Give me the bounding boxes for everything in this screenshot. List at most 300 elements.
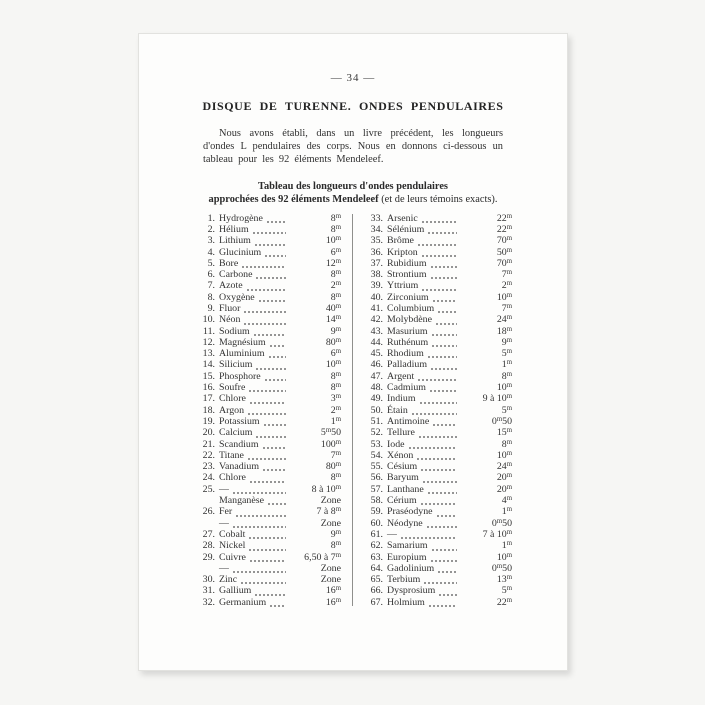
wavelength-value: 3$^m$ xyxy=(330,393,341,405)
page-number: — 34 — xyxy=(330,72,376,84)
element-name: Argon xyxy=(219,404,245,416)
element-name: Zirconium xyxy=(387,291,429,303)
dot-leader xyxy=(264,249,286,257)
dot-leader xyxy=(427,226,457,234)
dot-leader xyxy=(266,215,286,223)
dot-leader xyxy=(430,362,457,370)
table-row xyxy=(194,269,341,280)
table-row xyxy=(362,563,512,574)
wavelength-value: 7$^m$ xyxy=(501,269,512,281)
dot-leader xyxy=(421,283,457,291)
element-name: Cadmium xyxy=(387,382,426,394)
table-row xyxy=(362,393,512,404)
row-number: 31. xyxy=(202,585,215,597)
dot-leader xyxy=(254,238,286,246)
dot-leader xyxy=(248,543,286,551)
dot-leader xyxy=(235,509,286,517)
wavelength-value: 20$^m$ xyxy=(496,472,512,484)
dot-leader xyxy=(255,362,286,370)
element-name: Xénon xyxy=(387,449,414,461)
dot-leader xyxy=(431,543,457,551)
dot-leader xyxy=(432,294,457,302)
dot-leader xyxy=(243,317,286,325)
wavelength-value: 8$^m$ xyxy=(330,212,341,224)
wavelength-value: 6,50 à 7$^m$ xyxy=(304,551,341,563)
dot-leader xyxy=(246,283,286,291)
intro-paragraph: Nous avons établi, dans un livre précédent, les longueurs d'ondes L pendulaires des corps. Nous en donnons ci-dessous un tableau pour les 92 éléments Mendeleef. xyxy=(203,128,503,166)
wavelength-value: 8$^m$ xyxy=(330,472,341,484)
dot-leader xyxy=(262,463,286,471)
dot-leader xyxy=(430,554,458,562)
wavelength-value: 15$^m$ xyxy=(496,427,512,439)
table-row xyxy=(362,247,512,258)
row-number: 26. xyxy=(202,506,215,518)
table-row xyxy=(194,416,341,427)
dot-leader xyxy=(428,599,457,607)
wavelength-value: 0$^m$50 xyxy=(491,562,512,574)
element-name: — xyxy=(219,517,229,529)
element-name: Lithium xyxy=(219,235,251,247)
wavelength-value: 100$^m$ xyxy=(320,438,341,450)
dot-leader xyxy=(427,350,457,358)
table-row xyxy=(362,574,512,585)
row-number: 49. xyxy=(370,393,383,405)
wavelength-value: 70$^m$ xyxy=(496,235,512,247)
dot-leader xyxy=(432,418,457,426)
table-row xyxy=(194,359,341,370)
row-number: 6. xyxy=(207,269,215,281)
element-name: Aluminium xyxy=(219,348,265,360)
wavelength-value: 18$^m$ xyxy=(496,325,512,337)
table-row xyxy=(362,540,512,551)
caption-line1: Tableau des longueurs d'ondes pendulaires xyxy=(258,180,448,192)
wavelength-value: 10$^m$ xyxy=(496,449,512,461)
element-name: Étain xyxy=(387,404,408,416)
wavelength-value: 9$^m$ xyxy=(330,325,341,337)
row-number: 8. xyxy=(207,291,215,303)
table-row xyxy=(194,314,341,325)
table-row xyxy=(194,427,341,438)
element-name: Carbone xyxy=(219,269,253,281)
table-row xyxy=(362,597,512,608)
table-row xyxy=(362,359,512,370)
dot-leader xyxy=(232,565,286,573)
dot-leader xyxy=(253,328,286,336)
wavelength-value: 8$^m$ xyxy=(501,438,512,450)
row-number: 57. xyxy=(370,483,383,495)
element-name: Praséodyne xyxy=(387,506,433,518)
element-name: Titane xyxy=(219,449,244,461)
row-number: 65. xyxy=(370,574,383,586)
element-name: Zinc xyxy=(219,574,238,586)
dot-leader xyxy=(248,384,286,392)
element-name: Lanthane xyxy=(387,483,424,495)
row-number: 38. xyxy=(370,269,383,281)
wavelength-value: 7$^m$ xyxy=(330,449,341,461)
element-name: Sodium xyxy=(219,325,250,337)
table-row xyxy=(362,461,512,472)
row-number: 23. xyxy=(202,461,215,473)
element-name: Argent xyxy=(387,370,415,382)
table-row xyxy=(194,337,341,348)
row-number: 39. xyxy=(370,280,383,292)
element-name: Azote xyxy=(219,280,243,292)
wavelength-value: 8$^m$ xyxy=(330,291,341,303)
wavelength-value: 1$^m$ xyxy=(501,506,512,518)
dot-leader xyxy=(411,407,457,415)
dot-leader xyxy=(241,260,286,268)
row-number: 14. xyxy=(202,359,215,371)
element-name: Néon xyxy=(219,314,241,326)
element-name: Rhodium xyxy=(387,348,424,360)
wavelength-value: 8$^m$ xyxy=(330,540,341,552)
element-name: — xyxy=(387,528,397,540)
element-name: Soufre xyxy=(219,382,246,394)
element-name: Cobalt xyxy=(219,528,246,540)
wavelength-value: 10$^m$ xyxy=(325,235,341,247)
wavelength-value: 24$^m$ xyxy=(496,314,512,326)
table-row xyxy=(362,224,512,235)
wavelength-value: 1$^m$ xyxy=(501,359,512,371)
element-name: Tellure xyxy=(387,427,415,439)
row-number: 55. xyxy=(370,461,383,473)
row-number: 48. xyxy=(370,382,383,394)
wavelength-value: 7 à 10$^m$ xyxy=(482,528,512,540)
dot-leader xyxy=(417,373,457,381)
row-number: 51. xyxy=(370,415,383,427)
table-row xyxy=(362,326,512,337)
table-row xyxy=(362,439,512,450)
row-number: 15. xyxy=(202,370,215,382)
element-name: — xyxy=(219,562,229,574)
table-row xyxy=(362,518,512,529)
dot-leader xyxy=(240,576,286,584)
page-title: DISQUE DE TURENNE. ONDES PENDULAIRES xyxy=(202,99,504,113)
element-name: Sélénium xyxy=(387,223,425,235)
wavelength-value: 22$^m$ xyxy=(496,212,512,224)
element-name: Yttrium xyxy=(387,280,419,292)
table-row xyxy=(362,405,512,416)
element-name: Scandium xyxy=(219,438,259,450)
wavelength-value: 9$^m$ xyxy=(330,528,341,540)
wavelength-value: 80$^m$ xyxy=(325,461,341,473)
element-name: Terbium xyxy=(387,574,421,586)
table-row xyxy=(362,506,512,517)
table-row xyxy=(194,213,341,224)
element-name: Arsenic xyxy=(387,212,418,224)
table-row xyxy=(362,472,512,483)
row-number: 50. xyxy=(370,404,383,416)
dot-leader xyxy=(420,463,457,471)
wavelength-value: 2$^m$ xyxy=(330,280,341,292)
wavelength-value: Zone xyxy=(320,574,341,586)
row-number: 56. xyxy=(370,472,383,484)
row-number: 36. xyxy=(370,246,383,258)
table-row xyxy=(362,213,512,224)
table-row xyxy=(362,292,512,303)
row-number: 2. xyxy=(207,223,215,235)
wavelength-value: 5$^m$ xyxy=(501,404,512,416)
element-name: Calcium xyxy=(219,427,253,439)
table-row xyxy=(194,518,341,529)
wavelength-value: 22$^m$ xyxy=(496,596,512,608)
table-row xyxy=(362,552,512,563)
table-row xyxy=(194,405,341,416)
element-name: Oxygène xyxy=(219,291,255,303)
table-row xyxy=(194,597,341,608)
dot-leader xyxy=(263,418,286,426)
row-number: 28. xyxy=(202,540,215,552)
row-number: 66. xyxy=(370,585,383,597)
table-row xyxy=(194,552,341,563)
row-number: 35. xyxy=(370,235,383,247)
row-number: 64. xyxy=(370,562,383,574)
row-number: 63. xyxy=(370,551,383,563)
dot-leader xyxy=(249,475,286,483)
wavelength-value: 16$^m$ xyxy=(325,585,341,597)
table-column-left xyxy=(194,213,341,608)
element-name: Indium xyxy=(387,393,416,405)
element-name: Fluor xyxy=(219,302,241,314)
row-number: 52. xyxy=(370,427,383,439)
element-name: Rubidium xyxy=(387,257,427,269)
row-number: 1. xyxy=(207,212,215,224)
dot-leader xyxy=(435,317,457,325)
table-row xyxy=(194,393,341,404)
element-name: Cérium xyxy=(387,495,417,507)
element-name: Hydrogène xyxy=(219,212,263,224)
table-row xyxy=(362,382,512,393)
dot-leader xyxy=(420,497,457,505)
table-row xyxy=(194,382,341,393)
dot-leader xyxy=(417,238,457,246)
element-name: Gadolinium xyxy=(387,562,435,574)
table-row xyxy=(194,506,341,517)
element-name: Chlore xyxy=(219,472,246,484)
dot-leader xyxy=(436,509,457,517)
wavelength-value: Zone xyxy=(320,517,341,529)
row-number: 41. xyxy=(370,302,383,314)
element-name: Néodyne xyxy=(387,517,423,529)
dot-leader xyxy=(269,599,286,607)
table-row xyxy=(194,258,341,269)
dot-leader xyxy=(419,396,457,404)
table-row xyxy=(362,371,512,382)
table-row xyxy=(194,472,341,483)
row-number: 4. xyxy=(207,246,215,258)
element-name: Antimoine xyxy=(387,415,430,427)
dot-leader xyxy=(269,339,286,347)
element-name: Césium xyxy=(387,461,418,473)
dot-leader xyxy=(264,373,286,381)
caption-line2 xyxy=(139,193,567,206)
table-row xyxy=(362,348,512,359)
wavelength-value: 24$^m$ xyxy=(496,461,512,473)
table-row xyxy=(362,450,512,461)
table-row xyxy=(194,563,341,574)
dot-leader xyxy=(255,430,286,438)
table-caption xyxy=(139,180,567,206)
wavelength-value: 4$^m$ xyxy=(501,495,512,507)
dot-leader xyxy=(422,475,457,483)
wavelength-value: 10$^m$ xyxy=(496,382,512,394)
wavelength-value: 20$^m$ xyxy=(496,483,512,495)
element-name: Cuivre xyxy=(219,551,246,563)
row-number: 46. xyxy=(370,359,383,371)
dot-leader xyxy=(268,350,286,358)
element-name: Glucinium xyxy=(219,246,262,258)
wavelength-value: 9$^m$ xyxy=(501,336,512,348)
row-number: 59. xyxy=(370,506,383,518)
element-name: Molybdène xyxy=(387,314,432,326)
dot-leader xyxy=(247,407,286,415)
wavelength-value: 2$^m$ xyxy=(330,404,341,416)
element-name: Gallium xyxy=(219,585,252,597)
wavelength-value: Zone xyxy=(320,562,341,574)
dot-leader xyxy=(430,260,457,268)
dot-leader xyxy=(418,430,457,438)
caption-line2-rest: (et de leurs témoins exacts). xyxy=(378,193,498,205)
element-name: Masurium xyxy=(387,325,428,337)
table-row xyxy=(362,585,512,596)
dot-leader xyxy=(421,215,457,223)
element-name: Silicium xyxy=(219,359,253,371)
row-number: 43. xyxy=(370,325,383,337)
row-number: 5. xyxy=(207,257,215,269)
table-row xyxy=(362,416,512,427)
table-row xyxy=(194,247,341,258)
column-divider xyxy=(352,214,353,606)
element-name: Manganèse xyxy=(219,495,264,507)
dot-leader xyxy=(416,452,457,460)
row-number: 58. xyxy=(370,495,383,507)
wavelength-value: Zone xyxy=(320,495,341,507)
dot-leader xyxy=(252,226,286,234)
row-number: 33. xyxy=(370,212,383,224)
row-number: 45. xyxy=(370,348,383,360)
dot-leader xyxy=(232,486,286,494)
dot-leader xyxy=(431,339,457,347)
wavelength-value: 9 à 10$^m$ xyxy=(482,393,512,405)
elements-table xyxy=(139,213,567,608)
table-row xyxy=(362,235,512,246)
dot-leader xyxy=(400,531,457,539)
row-number: 53. xyxy=(370,438,383,450)
dot-leader xyxy=(254,588,286,596)
table-row xyxy=(194,529,341,540)
row-number: 60. xyxy=(370,517,383,529)
row-number: 61. xyxy=(370,528,383,540)
element-name: Germanium xyxy=(219,596,267,608)
wavelength-value: 5$^m$50 xyxy=(320,427,341,439)
dot-leader xyxy=(243,305,286,313)
element-name: Vanadium xyxy=(219,461,260,473)
element-name: Ruthénum xyxy=(387,336,429,348)
element-name: Brôme xyxy=(387,235,414,247)
row-number: 24. xyxy=(202,472,215,484)
element-name: Phosphore xyxy=(219,370,261,382)
table-row xyxy=(362,269,512,280)
wavelength-value: 10$^m$ xyxy=(325,359,341,371)
row-number: 30. xyxy=(202,574,215,586)
element-name: Chlore xyxy=(219,393,246,405)
dot-leader xyxy=(247,452,286,460)
dot-leader xyxy=(421,249,457,257)
row-number: 12. xyxy=(202,336,215,348)
dot-leader xyxy=(248,531,286,539)
element-name: Dysprosium xyxy=(387,585,436,597)
element-name: Magnésium xyxy=(219,336,266,348)
element-name: Strontium xyxy=(387,269,427,281)
row-number: 25. xyxy=(202,483,215,495)
dot-leader xyxy=(427,486,457,494)
table-row xyxy=(194,235,341,246)
element-name: Holmium xyxy=(387,596,425,608)
element-name: Palladium xyxy=(387,359,428,371)
row-number: 10. xyxy=(202,314,215,326)
row-number: 21. xyxy=(202,438,215,450)
element-name: Kripton xyxy=(387,246,418,258)
table-column-right xyxy=(362,213,512,608)
row-number: 11. xyxy=(203,325,215,337)
row-number: 37. xyxy=(370,257,383,269)
element-name: — xyxy=(219,483,229,495)
row-number: 32. xyxy=(202,596,215,608)
wavelength-value: 22$^m$ xyxy=(496,223,512,235)
table-row xyxy=(194,348,341,359)
dot-leader xyxy=(258,294,286,302)
wavelength-value: 6$^m$ xyxy=(330,348,341,360)
row-number: 27. xyxy=(202,528,215,540)
wavelength-value: 7$^m$ xyxy=(501,302,512,314)
dot-leader xyxy=(232,520,286,528)
table-row xyxy=(362,258,512,269)
wavelength-value: 10$^m$ xyxy=(496,291,512,303)
table-row xyxy=(362,303,512,314)
wavelength-value: 1$^m$ xyxy=(501,540,512,552)
table-row xyxy=(362,314,512,325)
table-row xyxy=(194,280,341,291)
wavelength-value: 8 à 10$^m$ xyxy=(311,483,341,495)
table-row xyxy=(194,450,341,461)
table-row xyxy=(362,484,512,495)
element-name: Samarium xyxy=(387,540,428,552)
row-number: 9. xyxy=(207,302,215,314)
wavelength-value: 0$^m$50 xyxy=(491,517,512,529)
dot-leader xyxy=(426,520,457,528)
row-number: 16. xyxy=(202,382,215,394)
wavelength-value: 5$^m$ xyxy=(501,348,512,360)
element-name: Europium xyxy=(387,551,427,563)
row-number: 44. xyxy=(370,336,383,348)
wavelength-value: 8$^m$ xyxy=(330,382,341,394)
row-number: 67. xyxy=(370,596,383,608)
wavelength-value: 8$^m$ xyxy=(501,370,512,382)
wavelength-value: 10$^m$ xyxy=(496,551,512,563)
wavelength-value: 2$^m$ xyxy=(501,280,512,292)
table-row xyxy=(194,292,341,303)
wavelength-value: 12$^m$ xyxy=(325,257,341,269)
dot-leader xyxy=(430,271,457,279)
table-row xyxy=(194,439,341,450)
element-name: Hélium xyxy=(219,223,249,235)
table-row xyxy=(194,224,341,235)
wavelength-value: 50$^m$ xyxy=(496,246,512,258)
table-row xyxy=(194,484,341,495)
dot-leader xyxy=(262,441,287,449)
row-number: 22. xyxy=(202,449,215,461)
dot-leader xyxy=(267,497,286,505)
